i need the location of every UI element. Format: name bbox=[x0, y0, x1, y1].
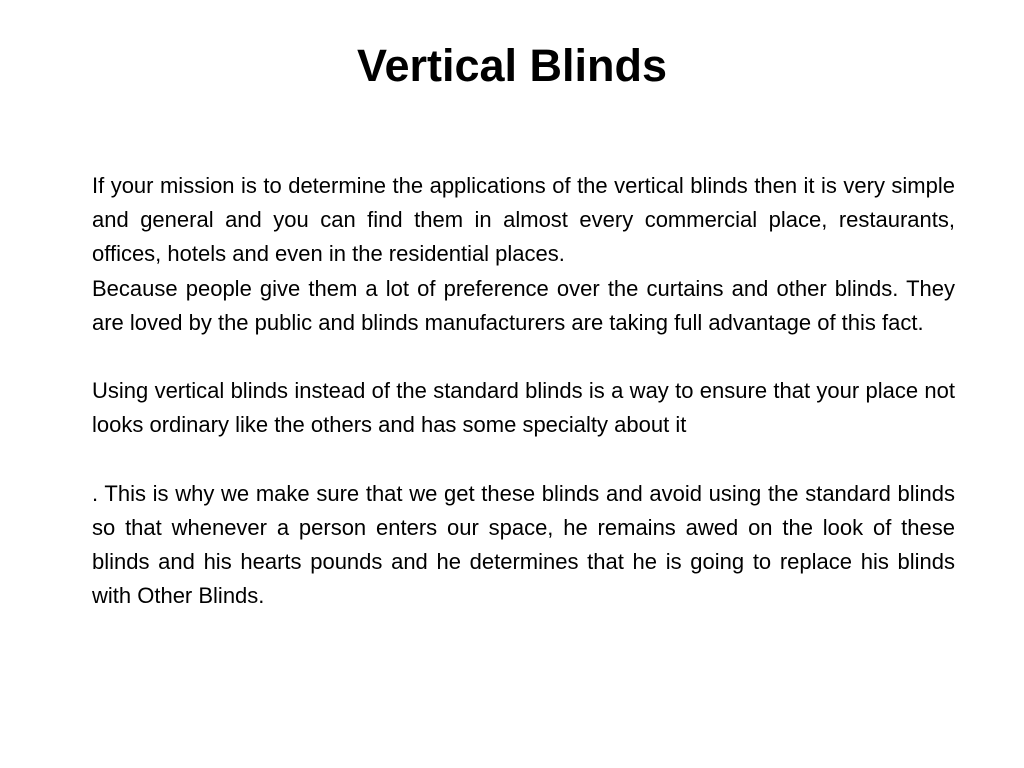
paragraph-spacer bbox=[92, 340, 955, 374]
paragraph-preference: Because people give them a lot of preference over the curtains and other blinds. They are loved by the public and blinds manufacturers are taking full advantage of this fact. bbox=[92, 275, 955, 335]
paragraph-spacer bbox=[92, 443, 955, 477]
paragraph-applications: If your mission is to determine the applications of the vertical blinds then it is very simple and general and you can find them in almost every commercial place, restaurants, offices, hotels and even in the residential places. bbox=[92, 173, 955, 267]
paragraph-conclusion: . This is why we make sure that we get these blinds and avoid using the standard blinds so that whenever a person enters our space, he remains awed on the look of these blinds and his hearts pounds and he determines that he is going to replace his blinds with Other Blinds. bbox=[92, 480, 955, 609]
paragraph-specialty: Using vertical blinds instead of the standard blinds is a way to ensure that your place not looks ordinary like the others and has some specialty about it bbox=[92, 378, 955, 438]
slide-body bbox=[92, 169, 955, 614]
slide-title: Vertical Blinds bbox=[356, 40, 668, 91]
